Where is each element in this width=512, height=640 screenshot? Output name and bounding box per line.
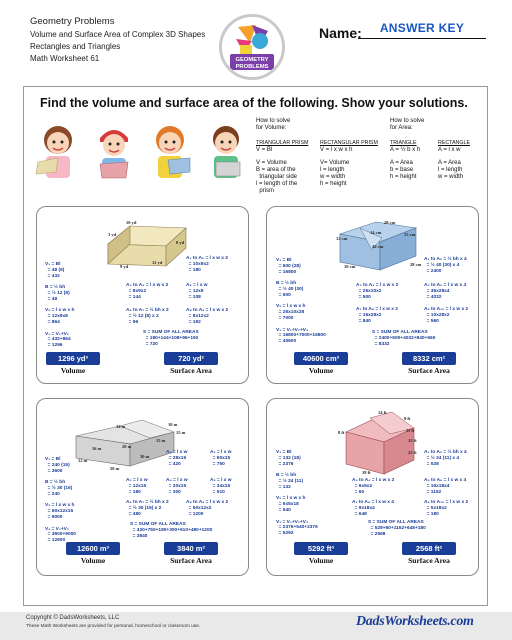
p2-area-work-d: A₇ to A₈ = l x w x 2 = 15x28x2 = 840 (356, 307, 398, 324)
p4-area-label: Surface Area (408, 556, 450, 565)
p2-dim-5: 40 cm (372, 244, 384, 249)
p2-dim-2: 15 cm (404, 232, 416, 237)
p4-volume-answer: 5292 ft³ (294, 542, 348, 555)
area-formula-title: How to solve for Area: (390, 118, 425, 131)
p1-area-work-c: A₅ = l x w = 12x9 = 108 (186, 283, 208, 300)
worksheet-header (30, 16, 230, 65)
p3-volume-label: Volume (80, 556, 106, 565)
p3-area-answer: 3840 m² (164, 542, 218, 555)
p2-volume-label: Volume (308, 366, 334, 375)
p2-dim-1: 28 cm (384, 220, 396, 225)
header-subtitle: Volume and Surface Area of Complex 3D Shapes (30, 30, 206, 39)
p2-volume-answer: 40600 cm³ (294, 352, 348, 365)
p2-area-work-b: A₃ to A₄ = l x w x 2 = 25x10x2 = 500 (356, 283, 399, 300)
header-title: Geometry Problems (30, 16, 115, 27)
p3-dim-6: 16 m (92, 446, 102, 451)
rectangle-label: RECTANGLE (438, 140, 470, 146)
logo-text-bottom: PROBLEMS (235, 64, 269, 70)
p1-area-answer: 720 yd² (164, 352, 218, 365)
volume-formula-title: How to solve for Volume: (256, 118, 291, 131)
p1-dim-1: 10 yd (126, 220, 137, 225)
kid-illustration-4 (202, 122, 250, 182)
p4-dim-2: 9 ft (404, 416, 411, 421)
p3-dim-3: 15 m (176, 430, 186, 435)
p2-area-sum: S = SUM OF ALL AREAS = 2400+500+4032+840+560 = 8332 (372, 330, 436, 347)
p3-area-sum: S = SUM OF ALL AREAS = 420+750+180+300+510+480+1200 = 3840 (130, 522, 213, 539)
rectangle-formula: A = l x w (438, 147, 461, 153)
p3-area-work-e: A₅ = l x w = 34x15 = 510 (210, 478, 232, 495)
p3-area-work-g: A₈ to A₉ = l x w x 2 = 50x12x2 = 1200 (186, 500, 229, 517)
p4-area-work-a: A₁ to A₂ = ½ bh x 4 = ½ 24 (11) x 4 = 528 (424, 450, 467, 467)
triangular-prism-label: TRIANGULAR PRISM (256, 140, 309, 146)
p2-area-work-a: A₁ to A₂ = ½ bh x 4 = ½ 40 (30) x 4 = 2400 (424, 257, 467, 274)
p1-volume-answer: 1296 yd³ (46, 352, 100, 365)
p1-area-work-d: A₆ to A₇ = ½ bh x 2 = ½ 12 (8) x 2 = 96 (126, 308, 169, 325)
p1-area-label: Surface Area (170, 366, 212, 375)
logo-text-top: GEOMETRY (235, 57, 269, 63)
p3-dim-9: 50 m (110, 466, 120, 471)
answer-key-label: ANSWER KEY (379, 21, 465, 35)
usage-note: These Math Worksheets are provided for personal, homeschool or classroom use. (26, 624, 201, 629)
p4-dim-6: 22 ft (408, 450, 417, 455)
p2-dim-6: 10 cm (344, 264, 356, 269)
p2-dim-7: 28 cm (410, 262, 422, 267)
p1-area-work-b: A₃ to A₄ = l x w x 2 = 8x9x2 = 144 (126, 283, 169, 300)
p4-volume-work: V₁ = Bl = 132 (18) = 2376 B = ½ bh = ½ 24 (11) = 132 V₂ = l x w x h = 6x5x18 = 540 V₁ = V₁+V₂+V₃ = 2376+540+2376 = 5292 (276, 450, 318, 537)
p3-area-label: Surface Area (170, 556, 212, 565)
p4-area-answer: 2568 ft² (402, 542, 456, 555)
triangle-label: TRIANGLE (390, 140, 417, 146)
p4-volume-label: Volume (308, 556, 334, 565)
p2-area-work-c: A₅ to A₆ = l x w x 4 = 36x28x4 = 4032 (424, 283, 467, 300)
rectangular-prism-legend: V= Volume l = length w = width h = height (320, 160, 350, 187)
p2-area-answer: 8332 cm² (402, 352, 456, 365)
triangular-prism-formula: V = Bl (256, 147, 273, 153)
p3-dim-2: 10 m (168, 422, 178, 427)
p4-dim-7: 18 ft (362, 470, 371, 475)
triangular-prism-legend: V = Volume B = area of the triangular side l = length of the prism (256, 160, 298, 194)
logo-graphic (222, 17, 282, 77)
p1-dim-5: 8 yd (176, 240, 185, 245)
geometry-problems-logo (219, 14, 285, 80)
triangle-legend: A = Area b = base h = height (390, 160, 417, 180)
brand-logo: DadsWorksheets.com (356, 614, 474, 629)
p4-area-work-c: A₅ to A₆ = l x w x 4 = 16x18x4 = 1152 (424, 478, 467, 495)
p3-dim-8: 12 m (78, 458, 88, 463)
p3-dim-7: 30 m (140, 454, 150, 459)
copyright-text: Copyright © DadsWorksheets, LLC (26, 615, 120, 621)
p4-dim-5: 12 ft (408, 438, 417, 443)
name-underline (358, 38, 486, 39)
kid-illustration-2 (90, 122, 138, 182)
p2-area-label: Surface Area (408, 366, 450, 375)
instructions: Find the volume and surface area of the following. Show your solutions. (40, 96, 468, 110)
p3-area-work-a: A₁ = l x w = 28x15 = 420 (166, 450, 188, 467)
p1-volume-label: Volume (60, 366, 86, 375)
p3-dim-5: 20 m (122, 444, 132, 449)
rectangular-prism-formula: V = l x w x h (320, 147, 353, 153)
p4-area-sum: S = SUM OF ALL AREAS = 528+60+1152+648+180 = 2568 (368, 520, 426, 537)
kid-illustration-3 (146, 122, 194, 182)
p4-dim-3: 11 ft (406, 428, 415, 433)
p1-area-work-a: A₁ to A₂ = l x w x 2 = 10x9x2 = 180 (186, 256, 228, 273)
p3-volume-answer: 12600 m³ (66, 542, 120, 555)
triangle-formula: A = ½ b x h (390, 147, 421, 153)
header-worksheet-number: Math Worksheet 61 (30, 54, 100, 63)
p2-volume-work: V₁ = Bl = 600 (28) = 16800 B = ½ bh = ½ 40 (30) = 600 V₂ = l x w x h = 25x10x28 = 7000 V₁ = V₁+V₂+V₃ = 16800+7000+16800 = 40600 (276, 258, 326, 345)
p3-area-work-b: A₂ = l x w = 50x15 = 750 (210, 450, 232, 467)
p1-volume-work: V₁ = Bl = 48 (9) = 432 B = ½ bh = ½ 12 (8) = 48 V₂ = l x w x h = 12x9x8 = 864 V₁ = V₁+V₂ = 432+864 = 1296 (45, 262, 75, 349)
p1-dim-2: 3 yd (108, 232, 117, 237)
p3-area-work-f: A₆ to A₇ = ½ bh x 2 = ½ 30 (16) x 2 = 480 (126, 500, 169, 517)
p4-area-work-e: A₉ to A₁₀ = l x w x 2 = 5x18x2 = 180 (424, 500, 469, 517)
p4-dim-4: 8 ft (338, 430, 345, 435)
p3-volume-work: V₁ = Bl = 240 (15) = 3600 B = ½ bh = ½ 30 (16) = 240 V₂ = l x w x h = 50x12x15 = 9000 V₁ = V₁+V₂ = 3600+9000 = 12600 (45, 457, 76, 544)
p1-dim-3: 12 yd (152, 260, 163, 265)
p4-area-work-d: A₇ to A₈ = l x w x 4 = 9x18x4 = 648 (352, 500, 394, 517)
rectangular-prism-label: RECTANGULAR PRISM (320, 140, 378, 146)
header-topic: Rectangles and Triangles (30, 42, 121, 51)
p1-area-sum: S = SUM OF ALL AREAS = 180+144+108+96+192 = 720 (143, 330, 199, 347)
p1-dim-4: 9 yd (120, 264, 129, 269)
p2-dim-3: 14 cm (370, 230, 382, 235)
p4-area-work-b: A₃ to A₄ = l x w x 2 = 6x5x2 = 60 (352, 478, 395, 495)
p3-dim-1: 34 m (116, 424, 126, 429)
p2-area-work-e: A₉ to A₁₀ = l x w x 2 = 10x28x2 = 560 (424, 307, 469, 324)
p3-dim-4: 15 m (156, 438, 166, 443)
rectangle-legend: A = Area l = length w = width (438, 160, 464, 180)
name-label: Name: (319, 25, 362, 41)
p3-area-work-d: A₄ = l x w = 20x15 = 300 (166, 478, 188, 495)
p3-area-work-c: A₃ = l x w = 12x15 = 180 (126, 478, 148, 495)
p4-dim-1: 14 ft (378, 410, 387, 415)
problem-4-shape (334, 408, 424, 480)
kid-illustration-1 (34, 122, 82, 182)
p1-area-work-e: A₈ to A₉ = l x w x 2 = 8x12x2 = 192 (186, 308, 229, 325)
p2-dim-4: 12 cm (336, 236, 348, 241)
